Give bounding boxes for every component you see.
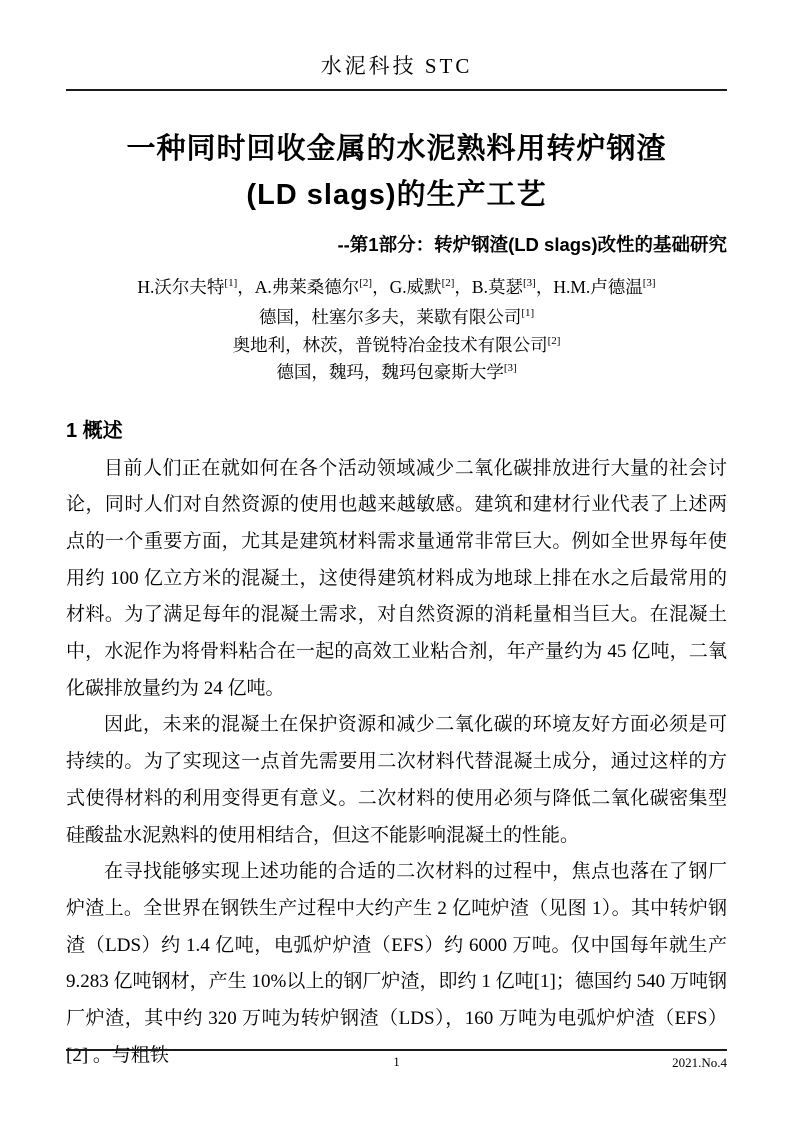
author: G.威默[2] [389, 277, 455, 297]
author-sup: [1] [224, 277, 238, 290]
affiliation-sup: [2] [547, 334, 561, 347]
journal-title: 水泥科技 STC [320, 54, 473, 78]
author: H.沃尔夫特[1] [137, 277, 238, 297]
affiliation-line: 德国，杜塞尔多夫，莱歇有限公司[1] [258, 307, 535, 327]
footer-rule [66, 1049, 727, 1051]
paragraph: 在寻找能够实现上述功能的合适的二次材料的过程中，焦点也落在了钢厂炉渣上。全世界在钢铁生产过程中大约产生 2 亿吨炉渣（见图 1）。其中转炉钢渣（LDS）约 1.4 亿吨，电弧炉炉渣（EFS）约 6000 万吨。仅中国每年就生产 9.283 亿吨钢材，产生 10%以上的钢厂炉渣，即约 1 亿吨[1]；德国约 540 万吨钢厂炉渣，其中约 320 万吨为转炉钢渣（LDS），160 万吨为电弧炉炉渣（EFS）[2] 。与粗铁 [66, 861, 727, 1066]
affiliations [66, 304, 727, 387]
paragraph: 因此，未来的混凝土在保护资源和减少二氧化碳的环境友好方面必须是可持续的。为了实现这一点首先需要用二次材料代替混凝土成分，通过这样的方式使得材料的利用变得更有意义。二次材料的使用必须与降低二氧化碳密集型硅酸盐水泥熟料的使用相结合，但这不能影响混凝土的性能。 [66, 714, 727, 846]
affiliation-line: 德国，魏玛，魏玛包豪斯大学[3] [276, 362, 517, 382]
affiliation-line: 奥地利，林茨，普锐特冶金技术有限公司[2] [232, 334, 561, 355]
section-heading: 1 概述 [66, 419, 123, 442]
author: B.莫瑟[3] [471, 277, 536, 297]
author-sup: [3] [522, 277, 536, 290]
affiliation-sup: [1] [521, 307, 535, 320]
paragraph: 目前人们正在就如何在各个活动领域减少二氧化碳排放进行大量的社会讨论，同时人们对自然资源的使用也越来越敏感。建筑和建材行业代表了上述两点的一个重要方面，尤其是建筑材料需求量通常非常巨大。例如全世界每年使用约 100 亿立方米的混凝土，这使得建筑材料成为地球上排在水之后最常用的材料。为了满足每年的混凝土需求，对自然资源的消耗量相当巨大。在混凝土中，水泥作为将骨料粘合在一起的高效工业粘合剂，年产量约为 45 亿吨，二氧化碳排放量约为 24 亿吨。 [66, 457, 727, 699]
affiliation-sup: [3] [503, 362, 517, 375]
issue-number: 2021.No.4 [672, 1055, 727, 1070]
author-sup: [3] [642, 277, 656, 290]
body-text [66, 451, 727, 1075]
document-page [66, 0, 727, 1074]
header-rule [66, 89, 727, 91]
author-line: H.沃尔夫特[1]，A.弗莱桑德尔[2]，G.威默[2]，B.莫瑟[3]，H.M.卢德温[3] [137, 277, 656, 297]
author: A.弗莱桑德尔[2] [254, 277, 373, 297]
author-sup: [2] [441, 277, 455, 290]
paper-title-line2: (LD slags)的生产工艺 [246, 179, 547, 211]
paper-title-line1: 一种同时回收金属的水泥熟料用转炉钢渣 [126, 133, 667, 165]
paper-subtitle: --第1部分：转炉钢渣(LD slags)改性的基础研究 [337, 234, 727, 255]
page-number: 1 [393, 1055, 400, 1069]
paper-title [66, 126, 727, 218]
author: H.M.卢德温[3] [553, 277, 656, 297]
author-sup: [2] [359, 277, 373, 290]
